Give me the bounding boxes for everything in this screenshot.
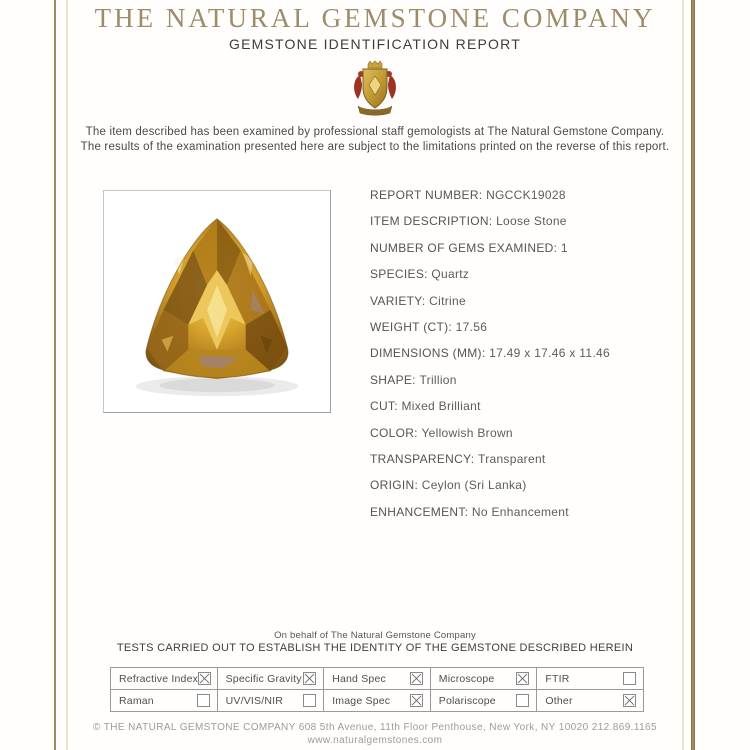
detail-value: Trillion — [415, 372, 457, 387]
test-cell — [324, 690, 431, 712]
detail-label: CUT: — [370, 399, 398, 414]
test-cell — [217, 668, 324, 690]
checkbox-checked — [623, 694, 636, 707]
detail-value: Loose Stone — [492, 214, 567, 229]
detail-row — [370, 373, 680, 387]
test-label: Microscope — [438, 672, 495, 685]
detail-row — [370, 426, 680, 440]
test-cell — [430, 668, 537, 690]
company-crest-icon — [350, 60, 400, 116]
detail-row — [370, 452, 680, 466]
tests-statement: TESTS CARRIED OUT TO ESTABLISH THE IDENTITY OF THE GEMSTONE DESCRIBED HEREIN — [116, 642, 634, 654]
test-label: Polariscope — [438, 694, 496, 707]
detail-value: 17.49 x 17.46 x 11.46 — [485, 346, 610, 361]
detail-label: TRANSPARENCY: — [370, 451, 475, 466]
report-title: GEMSTONE IDENTIFICATION REPORT — [229, 36, 521, 52]
disclaimer-text — [0, 125, 750, 155]
detail-label: ITEM DESCRIPTION: — [370, 214, 493, 229]
detail-row — [370, 267, 680, 281]
detail-row — [370, 320, 680, 334]
detail-row — [370, 188, 680, 202]
detail-label: ENHANCEMENT: — [370, 504, 469, 519]
checkbox-checked — [198, 672, 211, 685]
detail-value: Mixed Brilliant — [397, 399, 481, 414]
checkbox-checked — [410, 672, 423, 685]
detail-row — [370, 346, 680, 360]
checkbox-checked — [303, 672, 316, 685]
test-label: FTIR — [545, 672, 570, 685]
detail-label: NUMBER OF GEMS EXAMINED: — [370, 240, 558, 255]
checkbox-checked — [516, 672, 529, 685]
test-cell — [111, 690, 218, 712]
detail-label: DIMENSIONS (MM): — [370, 346, 486, 361]
detail-label: REPORT NUMBER: — [370, 188, 483, 202]
checkbox-unchecked — [197, 694, 210, 707]
test-cell — [537, 668, 644, 690]
detail-row — [370, 241, 680, 255]
detail-value: 1 — [557, 240, 568, 255]
detail-value: Quartz — [427, 267, 470, 282]
footer-website: www.naturalgemstones.com — [307, 734, 443, 746]
checkbox-unchecked — [623, 672, 636, 685]
tests-table — [110, 667, 644, 712]
detail-label: VARIETY: — [370, 293, 426, 308]
test-label: Refractive Index — [119, 672, 199, 685]
test-label: Hand Spec — [332, 672, 386, 685]
footer-address: © THE NATURAL GEMSTONE COMPANY 608 5th Avenue, 11th Floor Penthouse, New York, NY 10020 212.869.1165 — [93, 722, 657, 733]
detail-row — [370, 214, 680, 228]
detail-value: Transparent — [474, 451, 546, 466]
checkbox-unchecked — [303, 694, 316, 707]
detail-label: COLOR: — [370, 425, 418, 440]
test-label: Image Spec — [332, 694, 391, 707]
tests-table-body — [111, 668, 644, 712]
detail-label: ORIGIN: — [370, 478, 419, 493]
detail-label: SHAPE: — [370, 372, 416, 387]
test-label: Raman — [119, 694, 154, 707]
detail-value: 17.56 — [452, 319, 488, 334]
detail-label: WEIGHT (CT): — [370, 319, 453, 334]
test-label: Other — [545, 694, 573, 707]
test-label: UV/VIS/NIR — [225, 694, 284, 707]
tests-table-row — [111, 668, 644, 690]
detail-label: SPECIES: — [370, 267, 428, 282]
test-cell — [324, 668, 431, 690]
disclaimer-line-1: The item described has been examined by professional staff gemologists at The Natural Gemstone Company. — [85, 126, 665, 138]
test-cell — [430, 690, 537, 712]
checkbox-checked — [410, 694, 423, 707]
detail-row — [370, 478, 680, 492]
detail-value: NGCCK19028 — [482, 188, 566, 202]
detail-row — [370, 505, 680, 519]
test-cell — [217, 690, 324, 712]
disclaimer-line-2: The results of the examination presented here are subject to the limitations printed on the reverse of this report. — [80, 141, 670, 153]
test-cell — [111, 668, 218, 690]
detail-value: No Enhancement — [468, 504, 569, 519]
detail-value: Yellowish Brown — [417, 425, 513, 440]
gemstone-photo — [103, 190, 331, 413]
detail-value: Ceylon (Sri Lanka) — [418, 478, 527, 493]
on-behalf-text: On behalf of The Natural Gemstone Company — [274, 630, 476, 641]
detail-row — [370, 294, 680, 308]
checkbox-unchecked — [516, 694, 529, 707]
test-label: Specific Gravity — [225, 672, 302, 685]
detail-row — [370, 399, 680, 413]
company-name: THE NATURAL GEMSTONE COMPANY — [94, 3, 656, 33]
test-cell — [537, 690, 644, 712]
detail-value: Citrine — [425, 293, 466, 308]
tests-table-row — [111, 690, 644, 712]
details-list — [370, 188, 680, 531]
footer — [0, 722, 750, 747]
